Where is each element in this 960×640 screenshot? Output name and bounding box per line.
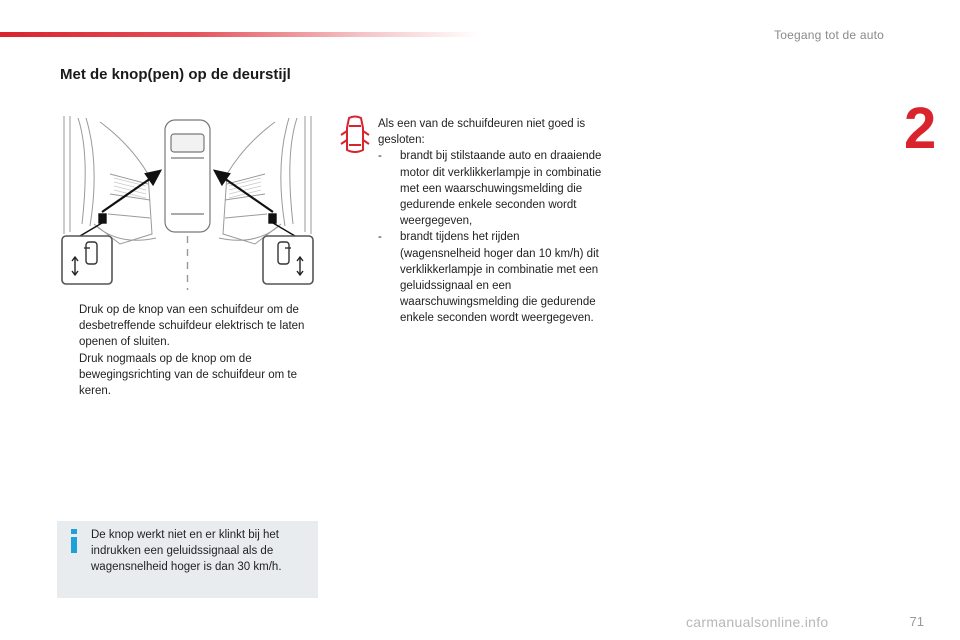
instruction-text: Druk nogmaals op de knop om de bewegingsrichting van de schuifdeur om te keren. — [79, 352, 297, 398]
chapter-number: 2 — [904, 96, 937, 161]
warning-dash: - — [378, 231, 382, 244]
info-text: De knop werkt niet en er klinkt bij het indrukken een geluidssignaal als de wagensnelheid hoger is dan 30 km/h. — [91, 529, 282, 574]
instruction-text: Druk op de knop van een schuifdeur om de desbetreffende schuifdeur elektrisch te laten openen of sluiten. — [79, 304, 305, 349]
info-icon — [68, 529, 80, 553]
instruction-step — [60, 302, 322, 351]
header-accent-bar — [0, 32, 480, 37]
warning-dash: - — [378, 150, 382, 163]
door-pillar-buttons-illustration — [60, 114, 315, 290]
watermark: carmanualsonline.info — [686, 614, 829, 630]
info-box — [57, 521, 318, 598]
instruction-step — [60, 351, 322, 400]
warning-item — [378, 229, 602, 326]
page-number: 71 — [909, 614, 924, 629]
instruction-list — [60, 302, 322, 399]
warning-item-text: brandt bij stilstaande auto en draaiende motor dit verklikkerlampje in combinatie met een waarschuwingsmelding die gedurende enkele seconden wordt weergegeven, — [400, 150, 602, 228]
warning-item-text: brandt tijdens het rijden (wagensnelheid hoger dan 10 km/h) dit verklikkerlampje in combinatie met een geluidssignaal en een waarschuwingsmelding die gedurende enkele seconden wordt weergegeven. — [400, 231, 599, 325]
warning-intro: Als een van de schuifdeuren niet goed is gesloten: — [378, 118, 586, 147]
warning-item — [378, 148, 602, 229]
car-open-door-warning-icon — [339, 114, 371, 156]
door-warning-text — [378, 116, 602, 327]
page-heading: Met de knop(pen) op de deurstijl — [60, 66, 291, 83]
section-title: Toegang tot de auto — [774, 28, 884, 42]
